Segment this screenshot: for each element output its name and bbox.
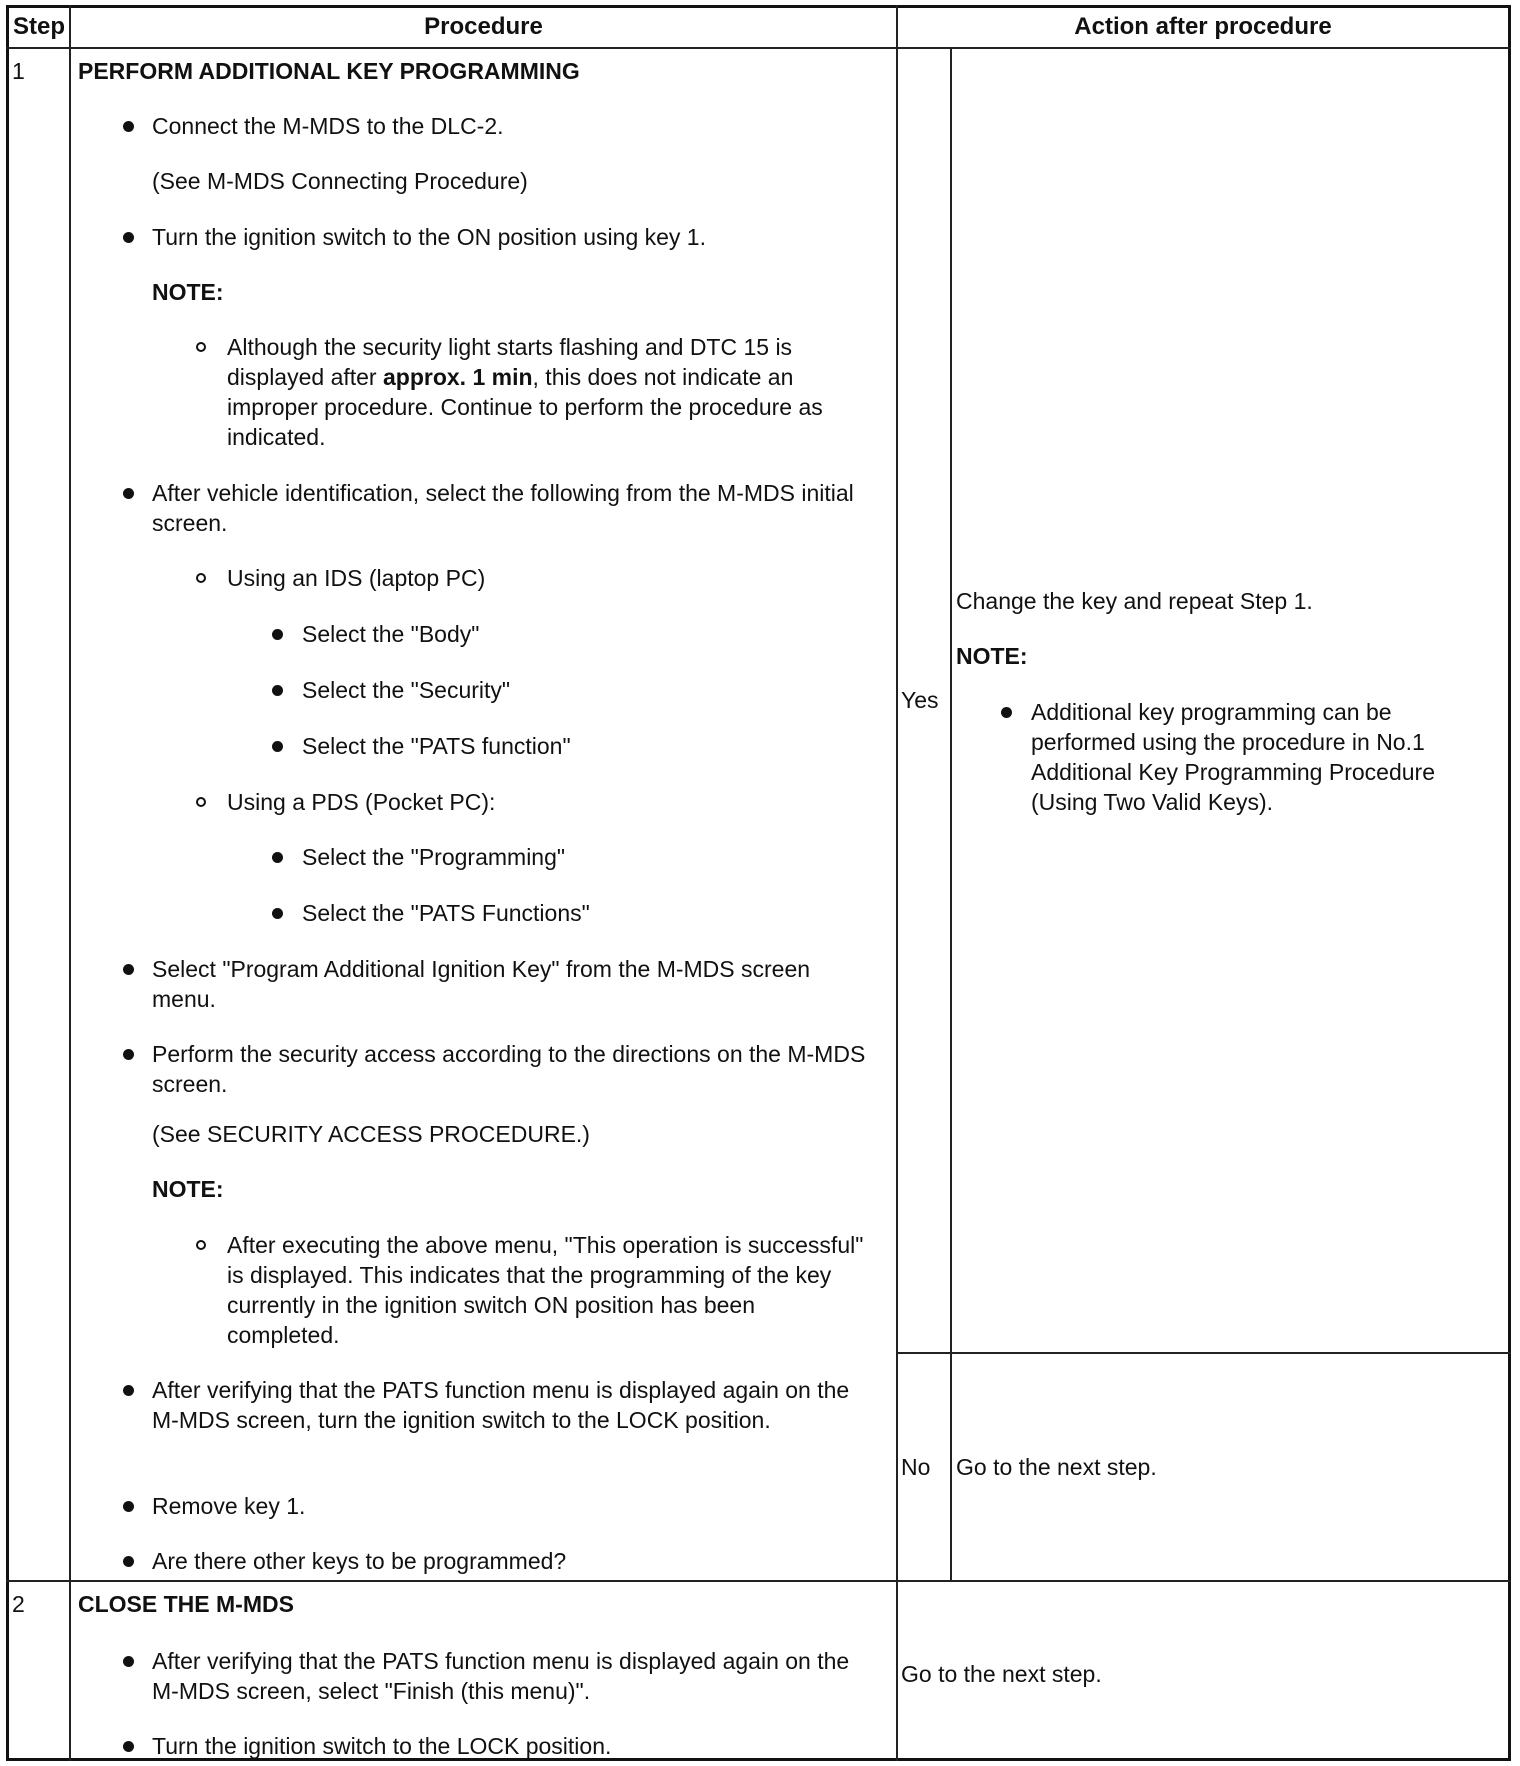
bullet-icon [123,1656,134,1667]
yes-label: Yes [901,687,939,713]
divider [896,1352,1511,1354]
step-number: 1 [12,58,25,84]
circle-bullet-icon [196,1240,206,1250]
divider [896,5,898,1761]
step-title: CLOSE THE M-MDS [78,1591,294,1617]
bullet-icon [123,1556,134,1567]
sub-sub-list-item: Select the "PATS function" [302,733,571,759]
bullet-icon [123,121,134,132]
question-text: Are there other keys to be programmed? [152,1548,567,1574]
note-label: NOTE: [956,643,1028,669]
yes-action: Change the key and repeat Step 1. [956,588,1313,614]
reference-text: (See SECURITY ACCESS PROCEDURE.) [152,1121,590,1147]
bullet-icon [123,1501,134,1512]
reference-text: (See M-MDS Connecting Procedure) [152,168,528,194]
header-procedure: Procedure [424,13,543,40]
list-item: Remove key 1. [152,1493,306,1519]
no-action: Go to the next step. [956,1454,1157,1480]
header-action: Action after procedure [1074,13,1332,40]
sub-sub-list-item: Select the "Programming" [302,844,566,870]
sub-sub-list-item: Select the "PATS Functions" [302,900,590,926]
note-label: NOTE: [152,1176,224,1202]
step-number: 2 [12,1591,25,1617]
list-item: Turn the ignition switch to the LOCK position. [152,1733,612,1759]
no-label: No [901,1454,931,1480]
list-item: Turn the ignition switch to the ON position using key 1. [152,224,706,250]
note-text-part: Although the security light starts flashing and DTC 15 is displayed after [227,334,793,390]
divider [6,47,1511,49]
list-item: After vehicle identification, select the following from the M-MDS initial screen. [152,480,854,536]
bullet-icon [123,1049,134,1060]
note-text: After executing the above menu, "This operation is successful" is displayed. This indicates that the programming of the key currently in the ignition switch ON position has been completed. [227,1232,864,1348]
list-item: After verifying that the PATS function menu is displayed again on the M-MDS screen, turn the ignition switch to the LOCK position. [152,1377,850,1433]
bullet-icon [272,629,283,640]
bullet-icon [123,1741,134,1752]
divider [6,1580,1511,1582]
divider [69,5,71,1761]
list-item: After verifying that the PATS function menu is displayed again on the M-MDS screen, select "Finish (this menu)". [152,1648,850,1704]
note-label: NOTE: [152,279,224,305]
bullet-icon [272,852,283,863]
circle-bullet-icon [196,342,206,352]
sub-sub-list-item: Select the "Body" [302,621,480,647]
circle-bullet-icon [196,797,206,807]
sub-sub-list-item: Select the "Security" [302,677,511,703]
note-text [227,332,877,452]
bullet-icon [123,1385,134,1396]
bullet-icon [272,685,283,696]
list-item: Select "Program Additional Ignition Key" from the M-MDS screen menu. [152,956,811,1012]
bullet-icon [123,964,134,975]
list-item: Perform the security access according to the directions on the M-MDS screen. [152,1041,866,1097]
bullet-icon [272,908,283,919]
list-item: Connect the M-MDS to the DLC-2. [152,113,504,139]
bullet-icon [272,741,283,752]
header-step: Step [12,13,65,40]
sub-list-item: Using an IDS (laptop PC) [227,565,486,591]
divider [950,48,952,1580]
bullet-icon [123,488,134,499]
yes-note-text: Additional key programming can be performed using the procedure in No.1 Additional Key Programming Procedure (Using Two Valid Keys). [1031,699,1435,815]
bullet-icon [123,232,134,243]
step2-action: Go to the next step. [901,1661,1102,1687]
bullet-icon [1001,707,1012,718]
step-title: PERFORM ADDITIONAL KEY PROGRAMMING [78,58,580,84]
note-text-bold: approx. 1 min [382,364,533,390]
sub-list-item: Using a PDS (Pocket PC): [227,789,496,815]
note-text-part: , this does not indicate an improper procedure. Continue to perform the procedure as indicated. [227,364,823,450]
circle-bullet-icon [196,573,206,583]
